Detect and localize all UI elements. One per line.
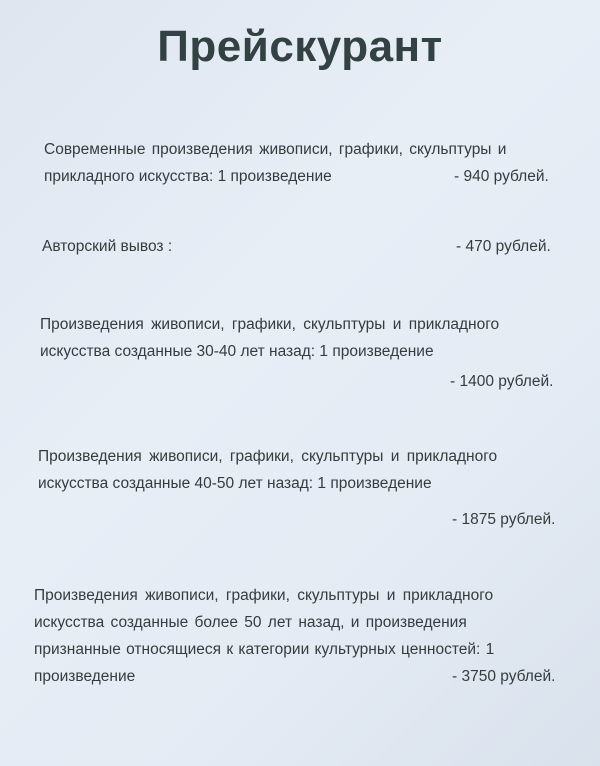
item-price: - 1875 рублей. bbox=[452, 511, 556, 528]
item-price: - 3750 рублей. bbox=[452, 668, 556, 685]
page-title: Прейскурант bbox=[157, 22, 443, 71]
item-price: - 1400 рублей. bbox=[450, 373, 554, 390]
item-description-line: искусства созданные 40-50 лет назад: 1 произведение bbox=[38, 475, 432, 492]
price-item bbox=[42, 233, 558, 260]
item-description-line: Авторский вывоз : bbox=[42, 238, 173, 255]
item-description-line: прикладного искусства: 1 произведение bbox=[44, 168, 332, 185]
item-description-line: Произведения живописи, графики, скульптуры и прикладного bbox=[40, 316, 500, 333]
item-description-line: произведение bbox=[34, 668, 136, 685]
price-item bbox=[38, 443, 560, 528]
item-description-line: искусства созданные более 50 лет назад, и произведения bbox=[34, 614, 467, 631]
item-price: - 470 рублей. bbox=[456, 238, 551, 255]
item-description-line: Произведения живописи, графики, скульптуры и прикладного bbox=[34, 587, 494, 604]
item-description-line: Современные произведения живописи, графики, скульптуры и bbox=[44, 141, 507, 158]
item-description-line: Произведения живописи, графики, скульптуры и прикладного bbox=[38, 448, 498, 465]
item-description-line: признанные относящиеся к категории культурных ценностей: 1 bbox=[34, 641, 495, 658]
price-item bbox=[44, 136, 556, 190]
price-item bbox=[34, 582, 568, 690]
item-description-line: искусства созданные 30-40 лет назад: 1 произведение bbox=[40, 343, 434, 360]
item-price: - 940 рублей. bbox=[454, 168, 549, 185]
price-item bbox=[40, 311, 560, 390]
